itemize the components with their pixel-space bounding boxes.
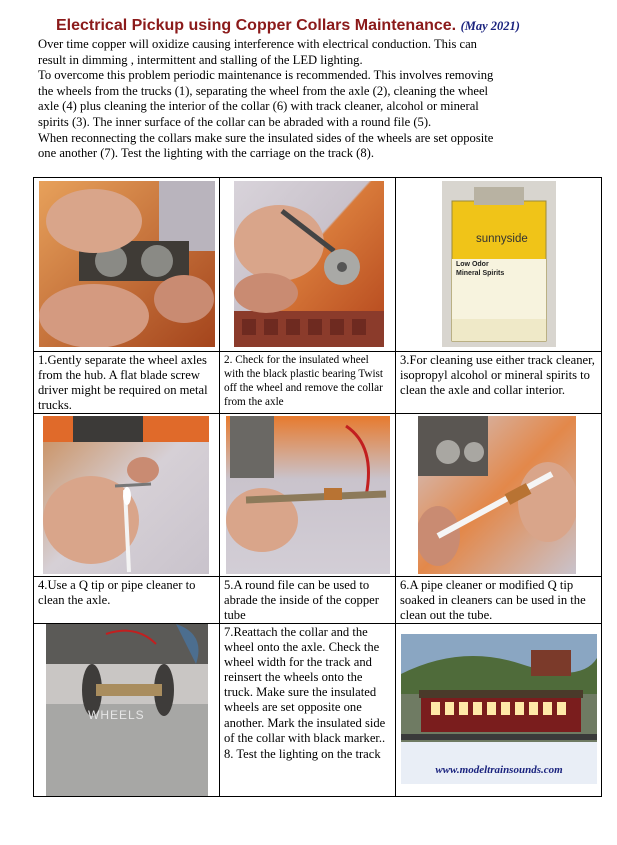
- photo-separate-wheels: [39, 181, 215, 347]
- step-3-caption: 3.For cleaning use either track cleaner, isopropyl alcohol or mineral spirits to clean the axle and collar interior.: [400, 353, 595, 397]
- caption-cell-1: [34, 352, 220, 414]
- can-brand-label: sunnyside: [476, 233, 528, 245]
- intro-line: When reconnecting the collars make sure the insulated sides of the wheels are set opposite: [38, 130, 494, 145]
- photo-round-file: [226, 416, 390, 574]
- title-text: Electrical Pickup using Copper Collars Maintenance.: [56, 17, 457, 34]
- photo-cell-7: [34, 624, 220, 797]
- caption-cell-4: [34, 577, 220, 624]
- step-6-caption: 6.A pipe cleaner or modified Q tip soaked in cleaners can be used in the clean out the tube.: [400, 578, 586, 622]
- photo-wheel-jig: [46, 624, 208, 796]
- title-date: (May 2021): [460, 19, 520, 33]
- step-5-caption: 5.A round file can be used to abrade the inside of the copper tube: [224, 578, 379, 622]
- photo-cell-8: [396, 624, 602, 797]
- photo-cell-2: [220, 178, 396, 352]
- photo-remove-collar: [234, 181, 384, 347]
- photo-clean-tube: [418, 416, 576, 574]
- step-7-caption: 7.Reattach the collar and the wheel onto the axle. Check the wheel width for the track and reinsert the wheels onto the truck. Make sure the insulated wheels are set opposite one another. Mark the insulated side of the collar with black marker..: [224, 625, 386, 745]
- photo-cell-4: [34, 414, 220, 577]
- step-1-caption: 1.Gently separate the wheel axles from the hub. A flat blade screw driver might be required on metal trucks.: [38, 353, 208, 412]
- photo-clean-axle: [43, 416, 209, 574]
- photo-cell-3: [396, 178, 602, 352]
- caption-cell-6: [396, 577, 602, 624]
- intro-line: To overcome this problem periodic maintenance is recommended. This involves removing: [38, 68, 494, 83]
- intro-text: [38, 37, 598, 162]
- intro-line: axle (4) plus cleaning the interior of the collar (6) with track cleaner, alcohol or mineral: [38, 99, 479, 114]
- step-8-caption: 8. Test the lighting on the track: [224, 746, 381, 761]
- caption-cell-2: [220, 352, 396, 414]
- can-product-line1: Low Odor: [456, 261, 489, 268]
- intro-line: result in dimming , intermittent and stalling of the LED lighting.: [38, 52, 363, 67]
- intro-line: spirits (3). The inner surface of the collar can be abraded with a round file (5).: [38, 114, 432, 129]
- can-product-line2: Mineral Spirits: [456, 270, 505, 277]
- photo-lit-carriage: [401, 634, 597, 784]
- website-link[interactable]: www.modeltrainsounds.com: [435, 764, 563, 776]
- intro-line: Over time copper will oxidize causing interference with electrical conduction. This can: [38, 37, 477, 51]
- jig-label: WHEELS: [88, 708, 145, 722]
- photo-cell-5: [220, 414, 396, 577]
- page-title: [56, 17, 520, 35]
- photo-mineral-spirits-can: [442, 181, 556, 347]
- photo-cell-6: [396, 414, 602, 577]
- intro-line: one another (7). Test the lighting with the carriage on the track (8).: [38, 146, 375, 161]
- steps-table: [33, 177, 602, 797]
- step-4-caption: 4.Use a Q tip or pipe cleaner to clean the axle.: [38, 578, 196, 607]
- intro-line: the wheels from the trucks (1), separating the wheel from the axle (2), cleaning the wheel: [38, 83, 489, 98]
- step-2-caption: 2. Check for the insulated wheel with the black plastic bearing Twist off the wheel and remove the collar from the axle: [224, 354, 384, 408]
- photo-cell-1: [34, 178, 220, 352]
- caption-cell-5: [220, 577, 396, 624]
- caption-cell-7: [220, 624, 396, 797]
- caption-cell-3: [396, 352, 602, 414]
